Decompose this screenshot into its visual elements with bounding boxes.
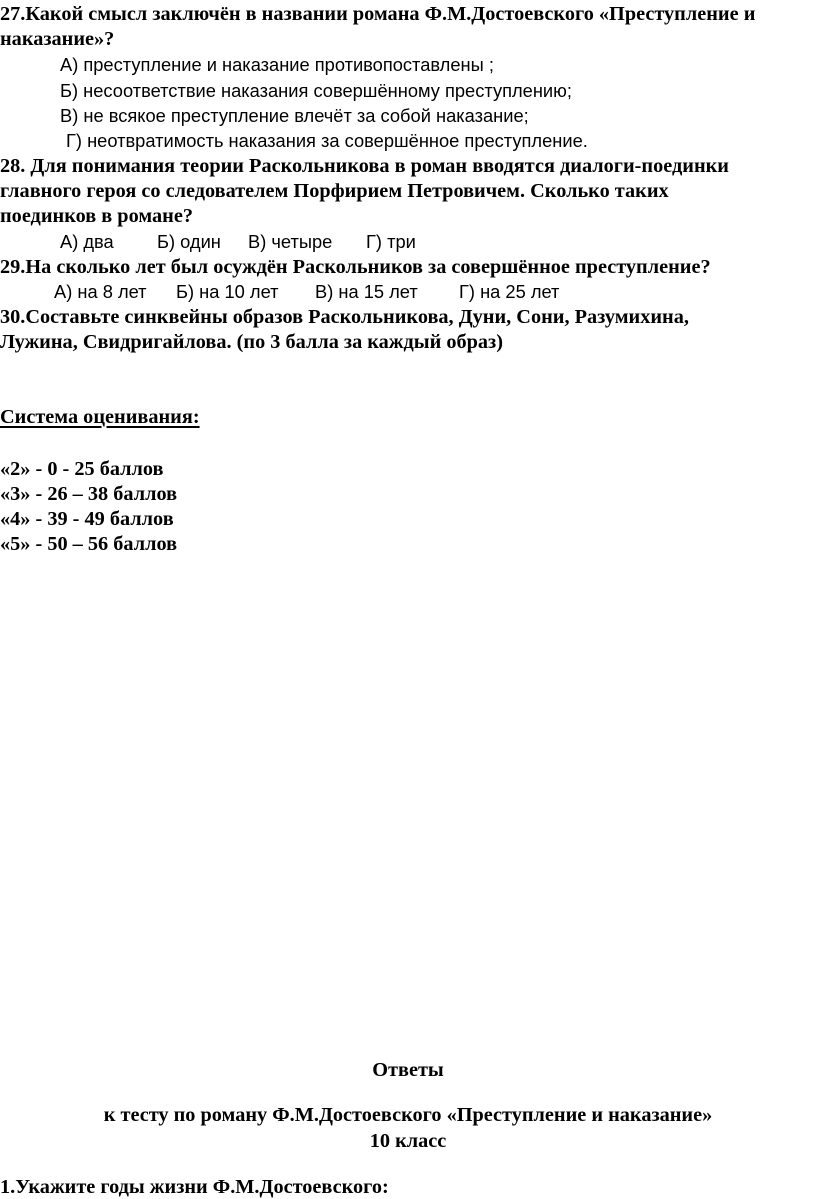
q28-title-line1: 28. Для понимания теории Раскольникова в роман вводятся диалоги-поединки	[0, 155, 729, 177]
q28-option-b: Б) один	[157, 231, 221, 252]
q28-option-a: А) два	[60, 231, 114, 252]
grading-line-5: «5» - 50 – 56 баллов	[0, 533, 178, 555]
q30-title-line2: Лужина, Свидригайлова. (по 3 балла за каждый образ)	[0, 331, 503, 353]
q28-options-row	[60, 230, 416, 254]
q29-title: 29.На сколько лет был осуждён Раскольников за совершённое преступление?	[0, 256, 711, 278]
q29-options-row	[54, 280, 559, 304]
grading-line-2: «2» - 0 - 25 баллов	[0, 458, 164, 480]
q27-option-a: А) преступление и наказание противопоставлены ;	[60, 54, 494, 75]
q27-title-line1: 27.Какой смысл заключён в названии романа Ф.М.Достоевского «Преступление и	[0, 3, 756, 25]
grading-line-3: «3» - 26 – 38 баллов	[0, 483, 178, 505]
answers-heading: Ответы	[372, 1059, 444, 1081]
answers-grade: 10 класс	[369, 1130, 447, 1152]
q29-option-a: А) на 8 лет	[54, 281, 147, 302]
q29-option-c: В) на 15 лет	[315, 281, 418, 302]
q28-title-line2: главного героя со следователем Порфирием Петровичем. Сколько таких	[0, 180, 669, 202]
q28-option-c: В) четыре	[248, 231, 333, 252]
q27-option-c: В) не всякое преступление влечёт за собой наказание;	[60, 105, 529, 126]
answers-q1: 1.Укажите годы жизни Ф.М.Достоевского:	[0, 1176, 389, 1198]
q27-option-d: Г) неотвратимость наказания за совершённое преступление.	[66, 130, 588, 151]
grading-heading: Система оценивания:	[0, 406, 200, 428]
q27-option-b: Б) несоответствие наказания совершённому преступлению;	[60, 80, 572, 101]
answers-subtitle: к тесту по роману Ф.М.Достоевского «Преступление и наказание»	[103, 1104, 713, 1126]
q30-title-line1: 30.Составьте синквейны образов Раскольникова, Дуни, Сони, Разумихина,	[0, 306, 689, 328]
q28-title-line3: поединков в романе?	[0, 205, 193, 227]
q29-option-b: Б) на 10 лет	[176, 281, 279, 302]
q28-option-d: Г) три	[366, 231, 416, 252]
q27-title-line2: наказание»?	[0, 28, 115, 50]
grading-line-4: «4» - 39 - 49 баллов	[0, 508, 174, 530]
q29-option-d: Г) на 25 лет	[459, 281, 560, 302]
